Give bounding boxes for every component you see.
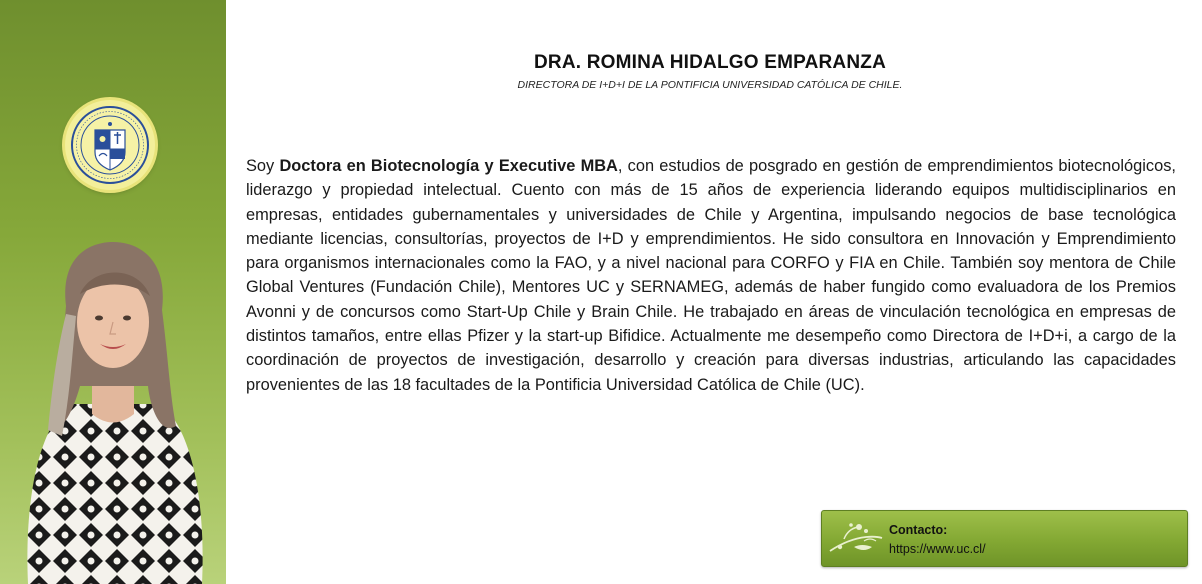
speaker-name: DRA. ROMINA HIDALGO EMPARANZA [533, 52, 886, 73]
bio-text: , con estudios de posgrado en gestión de emprendimientos biotecnológicos, liderazgo y propiedad intelectual. Cuento con más de 15 años de experiencia liderando equipos multidisciplinarios en empresas, entidades gubernamentales y universidades de Chile y Argentina, impulsando negocios de base tecnológica mediante licencias, consultorías, proyectos de I+D y emprendimientos. He sido consultora en Innovación y Emprendimiento para organismos internacionales como la FAO, y a nivel nacional para CORFO y FIA en Chile. También soy mentora de Chile Global Ventures (Fundación Chile), Mentores UC y SERNAMEG, además de haber fungido como evaluadora de los Premios Avonni y de concursos como Start-Up Chile y Brain Chile. He trabajado en áreas de vinculación tecnológica en empresas de distintos tamaños, entre ellas Pfizer y la start-up Bifidice. Actualmente me desempeño como Directora de I+D+i, a cargo de la coordinación de proyectos de investigación, desarrollo y creación para diversas industrias, articulando las capacidades provenientes de las 18 facultades de la Pontificia Universidad Católica de Chile (UC). [246, 157, 1176, 394]
contact-url-link[interactable]: https://www.uc.cl/ [889, 542, 986, 556]
bio-highlight: Doctora en Biotecnología y Executive MBA [279, 157, 618, 175]
bio-intro: Soy [246, 157, 280, 175]
sidebar-panel [0, 0, 226, 584]
plant-sprout-icon [826, 517, 886, 559]
speaker-bio [246, 154, 1176, 397]
contact-label: Contacto: [889, 523, 948, 537]
speaker-portrait [0, 236, 226, 584]
contact-box [821, 510, 1188, 567]
university-seal-icon [65, 100, 155, 190]
speaker-position: DIRECTORA DE I+D+I DE LA PONTIFICIA UNIVERSIDAD CATÓLICA DE CHILE. [517, 79, 903, 91]
